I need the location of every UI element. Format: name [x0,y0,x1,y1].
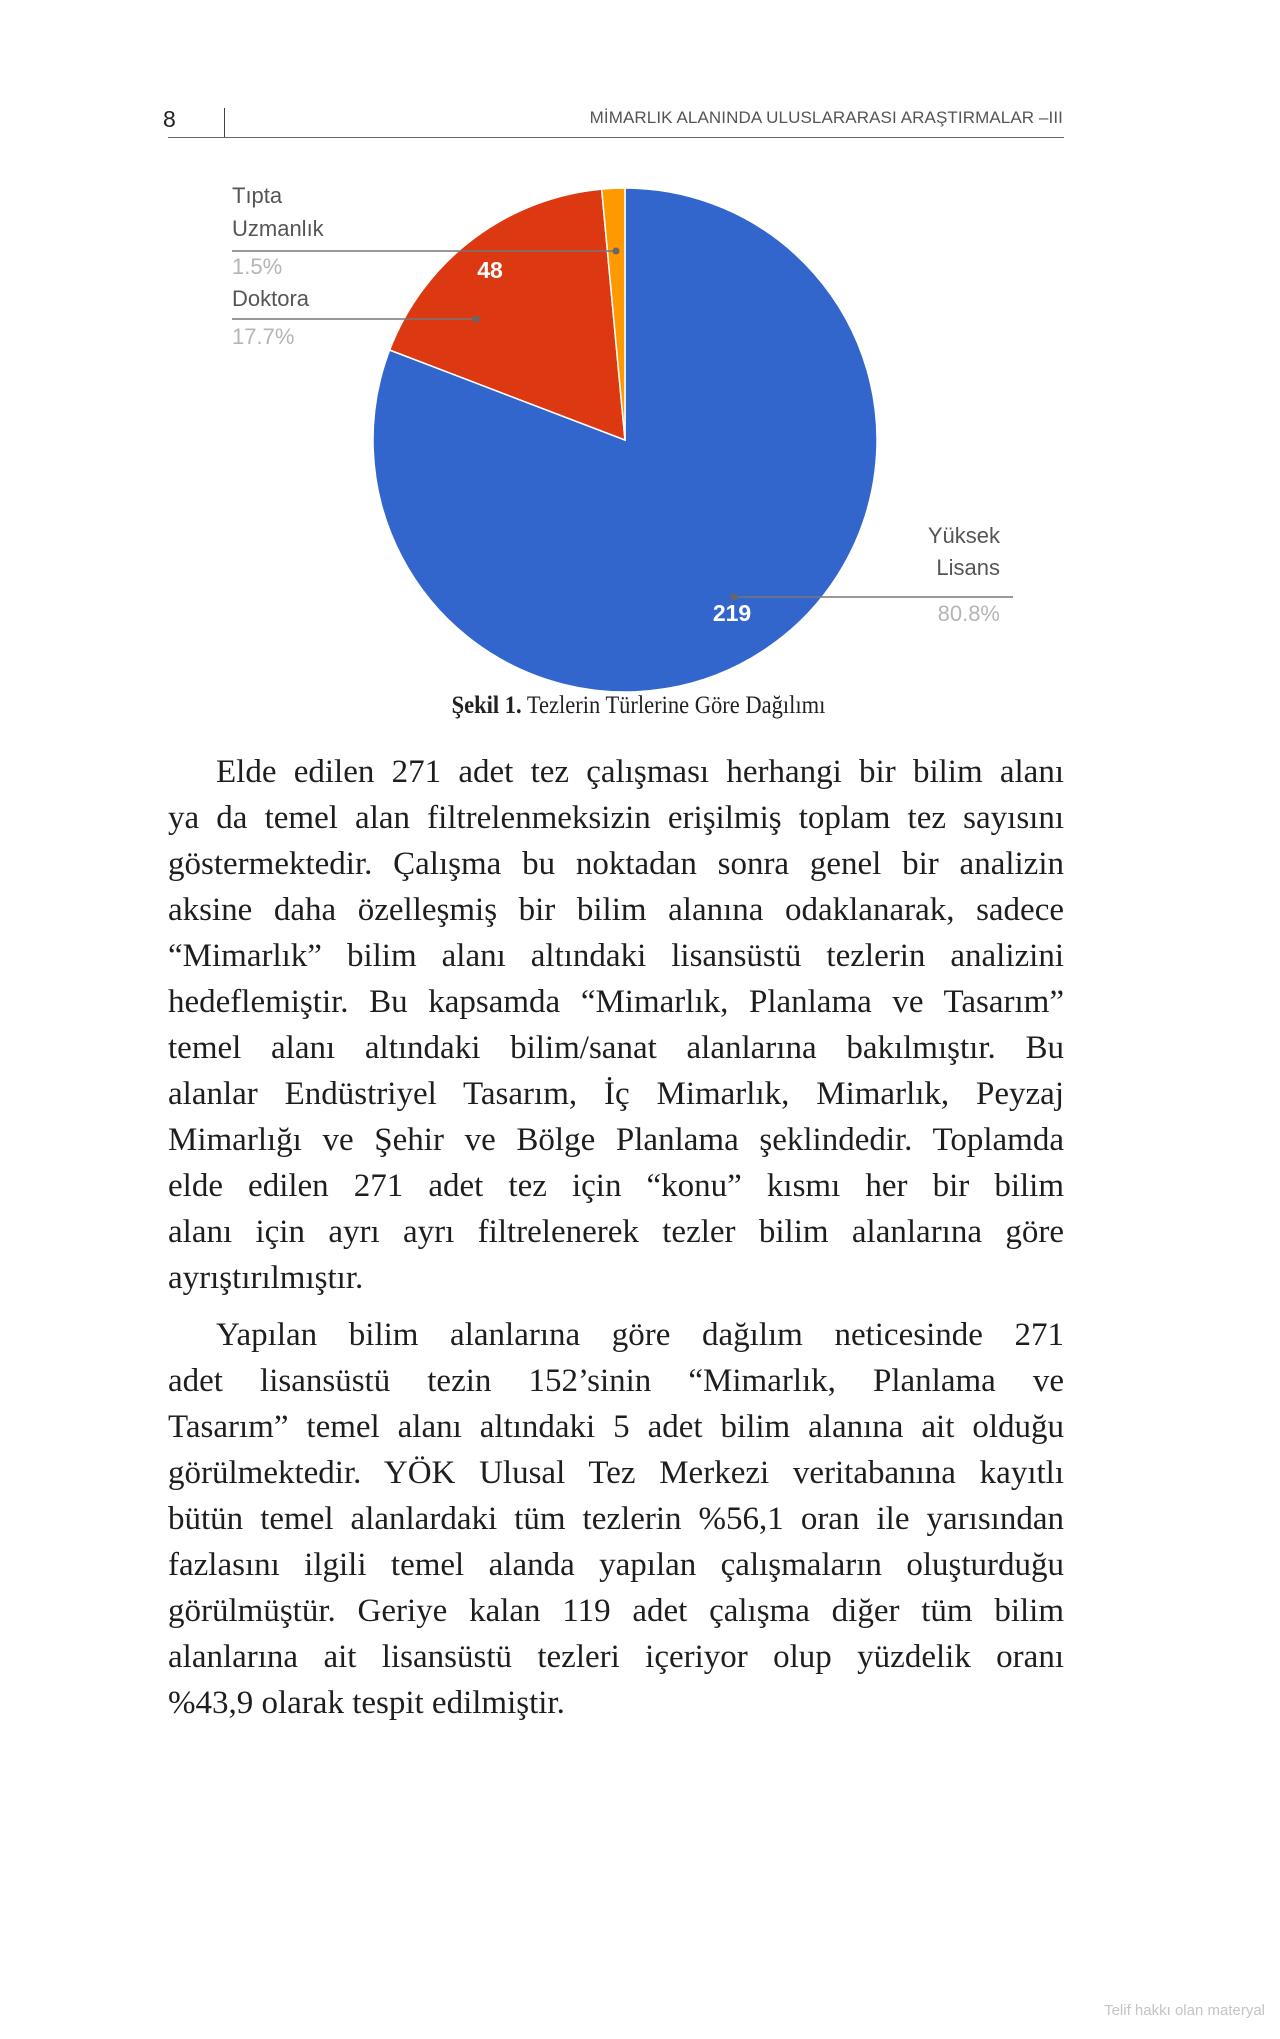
text-line: alanı için ayrı ayrı filtrelenerek tezler bilim alanlarına göre [168,1214,1064,1250]
label-tipta-uzmanlik-line1: Tıpta [232,183,283,208]
value-label-yuksek-lisans: 219 [712,600,752,626]
page-number: 8 [163,106,176,132]
pie-slices [373,188,877,692]
paragraph-2 [168,1312,1064,1726]
percent-doktora: 17.7% [232,324,295,349]
figure-caption-number: Şekil 1. [451,692,522,719]
text-line: aksine daha özelleşmiş bir bilim alanına odaklanarak, sadece [168,892,1064,928]
text-line: “Mimarlık” bilim alanı altındaki lisansüstü tezlerin analizini [168,938,1064,974]
text-line: görülmüştür. Geriye kalan 119 adet çalışma diğer tüm bilim [168,1593,1064,1629]
label-yuksek-lisans-line1: Yüksek [927,523,1000,548]
figure-caption [63,692,1215,720]
text-line: temel alanı altındaki bilim/sanat alanlarına bakılmıştır. Bu [168,1030,1064,1066]
text-line: alanlar Endüstriyel Tasarım, İç Mimarlık, Mimarlık, Peyzaj [168,1076,1064,1112]
paragraph-1 [168,749,1064,1301]
text-line: göstermektedir. Çalışma bu noktadan sonra genel bir analizin [168,846,1064,882]
label-tipta-uzmanlik-line2: Uzmanlık [232,216,324,241]
text-line: Elde edilen 271 adet tez çalışması herhangi bir bilim alanı [216,754,1064,790]
pie-chart [0,0,1280,720]
percent-tipta-uzmanlik: 1.5% [232,254,283,279]
text-line: bütün temel alanlardaki tüm tezlerin %56,1 oran ile yarısından [168,1501,1064,1537]
copyright-watermark: Telif hakkı olan materyal [1104,2002,1265,2019]
running-header-title: MİMARLIK ALANINDA ULUSLARARASI ARAŞTIRMALAR –III [589,108,1063,127]
text-line: Tasarım” temel alanı altındaki 5 adet bilim alanına ait olduğu [168,1409,1064,1445]
percent-yuksek-lisans: 80.8% [937,601,1000,626]
text-line: ya da temel alan filtrelenmeksizin erişilmiş toplam tez sayısını [168,800,1064,836]
doktora-leader-dot [473,316,480,323]
text-line: elde edilen 271 adet tez için “konu” kısmı her bir bilim [168,1168,1064,1204]
text-line: Yapılan bilim alanlarına göre dağılım neticesinde 271 [216,1317,1064,1353]
text-line: alanlarına ait lisansüstü tezleri içeriyor olup yüzdelik oranı [168,1639,1064,1675]
label-yuksek-lisans-line2: Lisans [936,555,1000,580]
text-line: adet lisansüstü tezin 152’sinin “Mimarlık, Planlama ve [168,1363,1064,1399]
text-line: görülmektedir. YÖK Ulusal Tez Merkezi veritabanına kayıtlı [168,1455,1064,1491]
text-line: fazlasını ilgili temel alanda yapılan çalışmaların oluşturduğu [168,1547,1064,1583]
tipta-uzmanlik-leader-dot [613,248,620,255]
text-line: ayrıştırılmıştır. [168,1260,364,1296]
figure-caption-text: Tezlerin Türlerine Göre Dağılımı [521,692,826,719]
text-line: hedeflemiştir. Bu kapsamda “Mimarlık, Planlama ve Tasarım” [168,984,1064,1020]
text-line: %43,9 olarak tespit edilmiştir. [168,1685,565,1721]
text-line: Mimarlığı ve Şehir ve Bölge Planlama şeklindedir. Toplamda [168,1122,1064,1158]
label-doktora: Doktora [232,286,310,311]
value-label-doktora: 48 [477,257,503,283]
